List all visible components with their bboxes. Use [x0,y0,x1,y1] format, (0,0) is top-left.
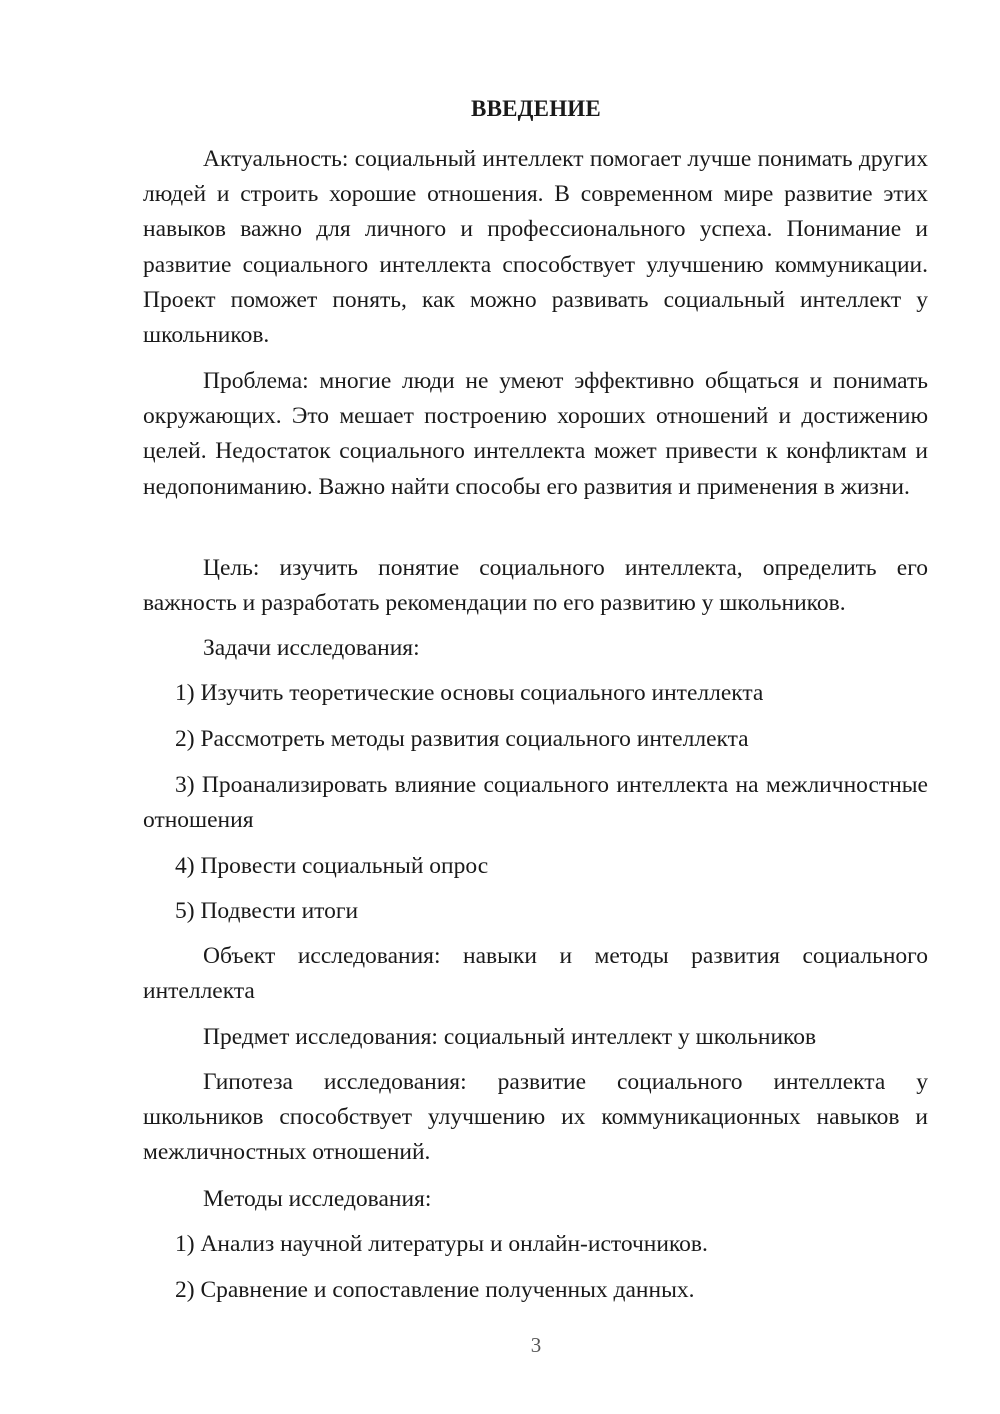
subject-paragraph: Предмет исследования: социальный интеллект у школьников [203,1024,817,1050]
goal-paragraph: Цель: изучить понятие социального интеллекта, определить его важность и разработать рекомендации по его развитию у школьников. [143,555,928,617]
section-heading: ВВЕДЕНИЕ [471,96,601,121]
tasks-title: Задачи исследования: [203,635,420,661]
task-item: 5) Подвести итоги [175,898,359,924]
task-item: 2) Рассмотреть методы развития социального интеллекта [175,726,749,752]
method-item: 2) Сравнение и сопоставление полученных данных. [175,1277,695,1303]
task-item: 1) Изучить теоретические основы социального интеллекта [175,680,764,706]
methods-title: Методы исследования: [203,1186,432,1212]
object-paragraph: Объект исследования: навыки и методы развития социального интеллекта [143,943,928,1005]
relevance-paragraph: Актуальность: социальный интеллект помогает лучше понимать других людей и строить хорошие отношения. В современном мире развитие этих навыков важно для личного и профессионального успеха. Понимание и развитие социального интеллекта способствует улучшению коммуникации. Проект поможет понять, как можно развивать социальный интеллект у школьников. [143,146,928,349]
page-number: 3 [530,1333,542,1357]
task-item: 3) Проанализировать влияние социального интеллекта на межличностные отношения [143,772,928,834]
problem-paragraph: Проблема: многие люди не умеют эффективно общаться и понимать окружающих. Это мешает построению хороших отношений и достижению целей. Недостаток социального интеллекта может привести к конфликтам и недопониманию. Важно найти способы его развития и применения в жизни. [143,368,928,500]
hypothesis-paragraph: Гипотеза исследования: развитие социального интеллекта у школьников способствует улучшению их коммуникационных навыков и межличностных отношений. [143,1069,928,1166]
task-item: 4) Провести социальный опрос [175,853,489,879]
method-item: 1) Анализ научной литературы и онлайн-источников. [175,1231,708,1257]
